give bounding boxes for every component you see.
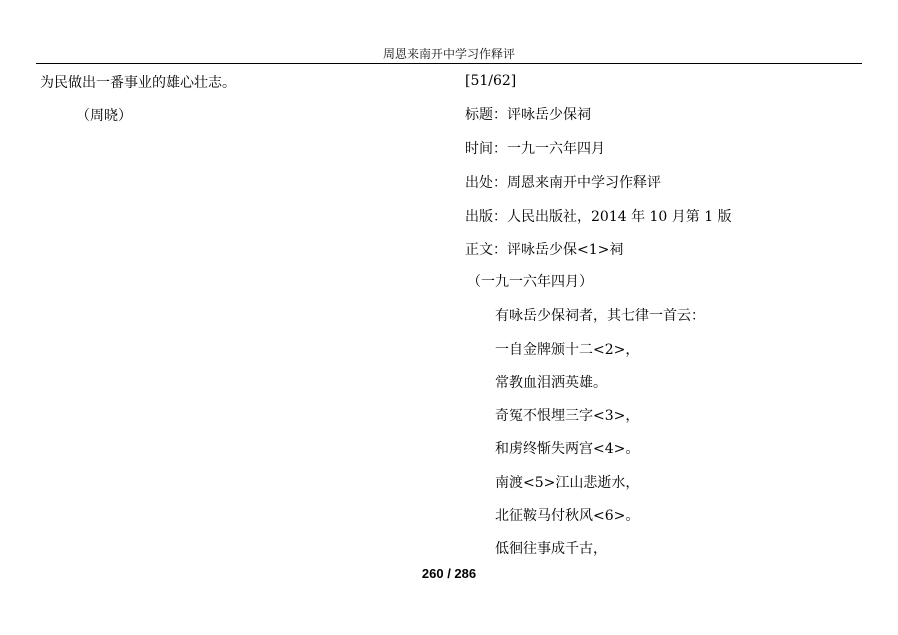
poem-line: 常教血泪洒英雄。 bbox=[495, 375, 607, 391]
body-date: （一九一六年四月） bbox=[467, 274, 593, 290]
poem-line: 一自金牌颁十二<2>， bbox=[495, 342, 640, 358]
left-text-line: 为民做出一番事业的雄心壮志。 bbox=[40, 75, 236, 91]
poem-line: 南渡<5>江山悲逝水， bbox=[495, 475, 640, 491]
poem-line: 北征鞍马付秋风<6>。 bbox=[495, 508, 640, 524]
body-heading: 正文：评咏岳少保<1>祠 bbox=[465, 242, 624, 258]
meta-time: 时间：一九一六年四月 bbox=[465, 141, 605, 157]
header-divider bbox=[36, 63, 862, 64]
poem-line: 奇冤不恨埋三字<3>， bbox=[495, 408, 640, 424]
body-intro: 有咏岳少保祠者，其七律一首云： bbox=[495, 308, 705, 324]
page-header-title: 周恩来南开中学习作释评 bbox=[382, 47, 515, 61]
author-note: （周晓） bbox=[76, 108, 132, 124]
meta-source: 出处：周恩来南开中学习作释评 bbox=[465, 175, 661, 191]
meta-title: 标题：评咏岳少保祠 bbox=[465, 107, 591, 123]
poem-line: 低徊往事成千古， bbox=[495, 541, 607, 557]
article-index: [51/62] bbox=[465, 73, 517, 89]
page-number: 260 / 286 bbox=[421, 566, 477, 581]
meta-publisher: 出版：人民出版社，2014 年 10 月第 1 版 bbox=[465, 209, 732, 225]
poem-line: 和虏终惭失两宫<4>。 bbox=[495, 441, 640, 457]
